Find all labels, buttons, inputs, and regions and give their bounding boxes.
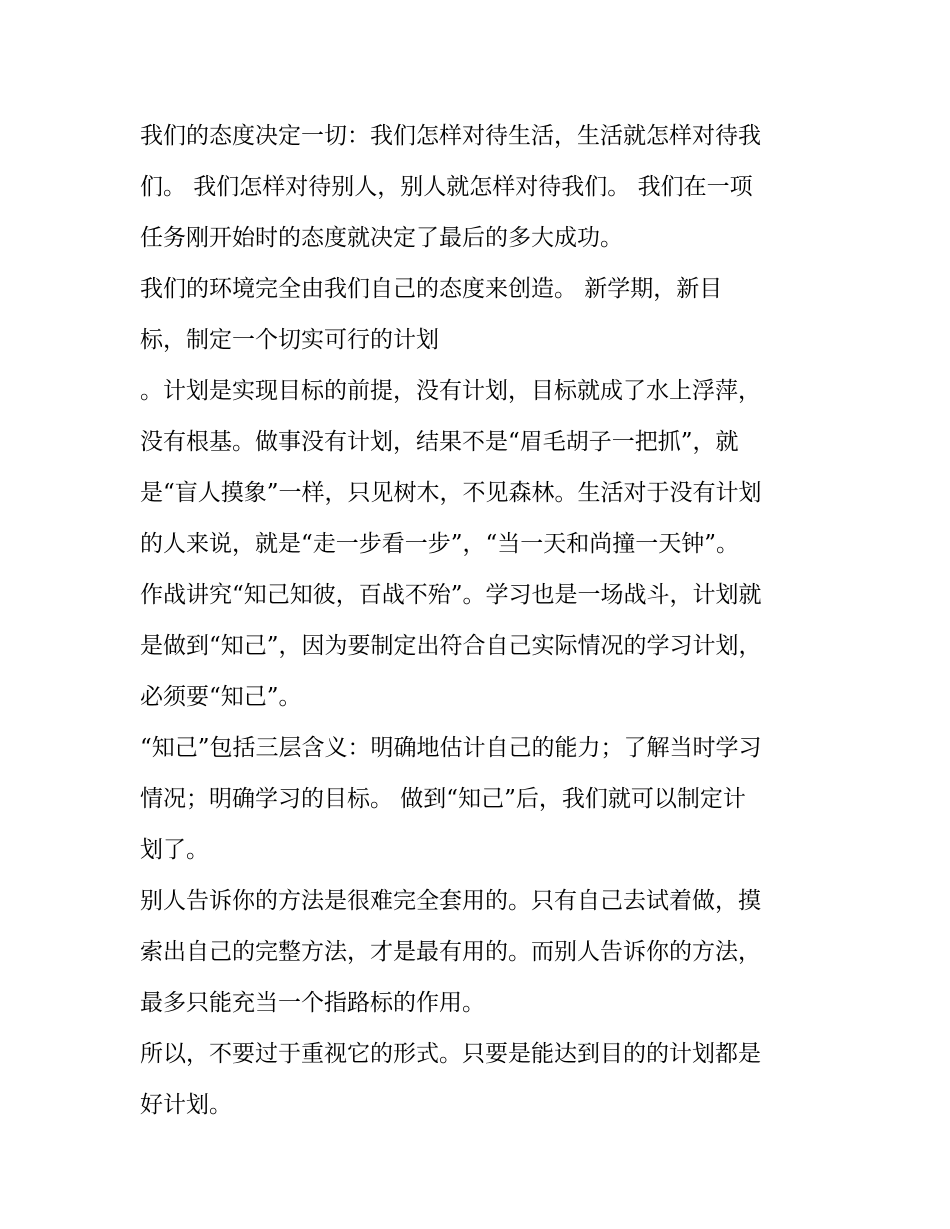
document-body (140, 111, 820, 1131)
text-line: 我们的态度决定一切：我们怎样对待生活，生活就怎样对待我 (140, 123, 761, 149)
text-line: 情况；明确学习的目标。 做到“知己”后，我们就可以制定计 (140, 786, 746, 812)
text-line: “知己”包括三层含义：明确地估计自己的能力；了解当时学习 (140, 735, 762, 761)
text-line: 所以，不要过于重视它的形式。只要是能达到目的的计划都是 (140, 1041, 761, 1067)
text-line: 划了。 (140, 837, 209, 863)
text-line: 标，制定一个切实可行的计划 (140, 327, 439, 353)
text-line: 作战讲究“知己知彼，百战不殆”。学习也是一场战斗，计划就 (140, 582, 762, 608)
text-line: 是做到“知己”，因为要制定出符合自己实际情况的学习计划， (140, 633, 762, 659)
text-line: 任务刚开始时的态度就决定了最后的多大成功。 (140, 225, 623, 251)
text-line: 的人来说，就是“走一步看一步”，“当一天和尚撞一天钟”。 (140, 531, 740, 557)
text-line: 必须要“知己”。 (140, 684, 302, 710)
text-line: 们。 我们怎样对待别人，别人就怎样对待我们。 我们在一项 (140, 174, 753, 200)
text-line: 是“盲人摸象”一样，只见树木，不见森林。生活对于没有计划 (140, 480, 762, 506)
text-line: 。计划是实现目标的前提，没有计划，目标就成了水上浮萍， (140, 378, 761, 404)
text-line: 我们的环境完全由我们自己的态度来创造。 新学期，新目 (140, 276, 723, 302)
text-line: 别人告诉你的方法是很难完全套用的。只有自己去试着做，摸 (140, 888, 761, 914)
text-line: 最多只能充当一个指路标的作用。 (140, 990, 485, 1016)
text-line: 索出自己的完整方法，才是最有用的。而别人告诉你的方法， (140, 939, 761, 965)
text-line: 好计划。 (140, 1092, 232, 1118)
text-line: 没有根基。做事没有计划，结果不是“眉毛胡子一把抓”，就 (140, 429, 739, 455)
